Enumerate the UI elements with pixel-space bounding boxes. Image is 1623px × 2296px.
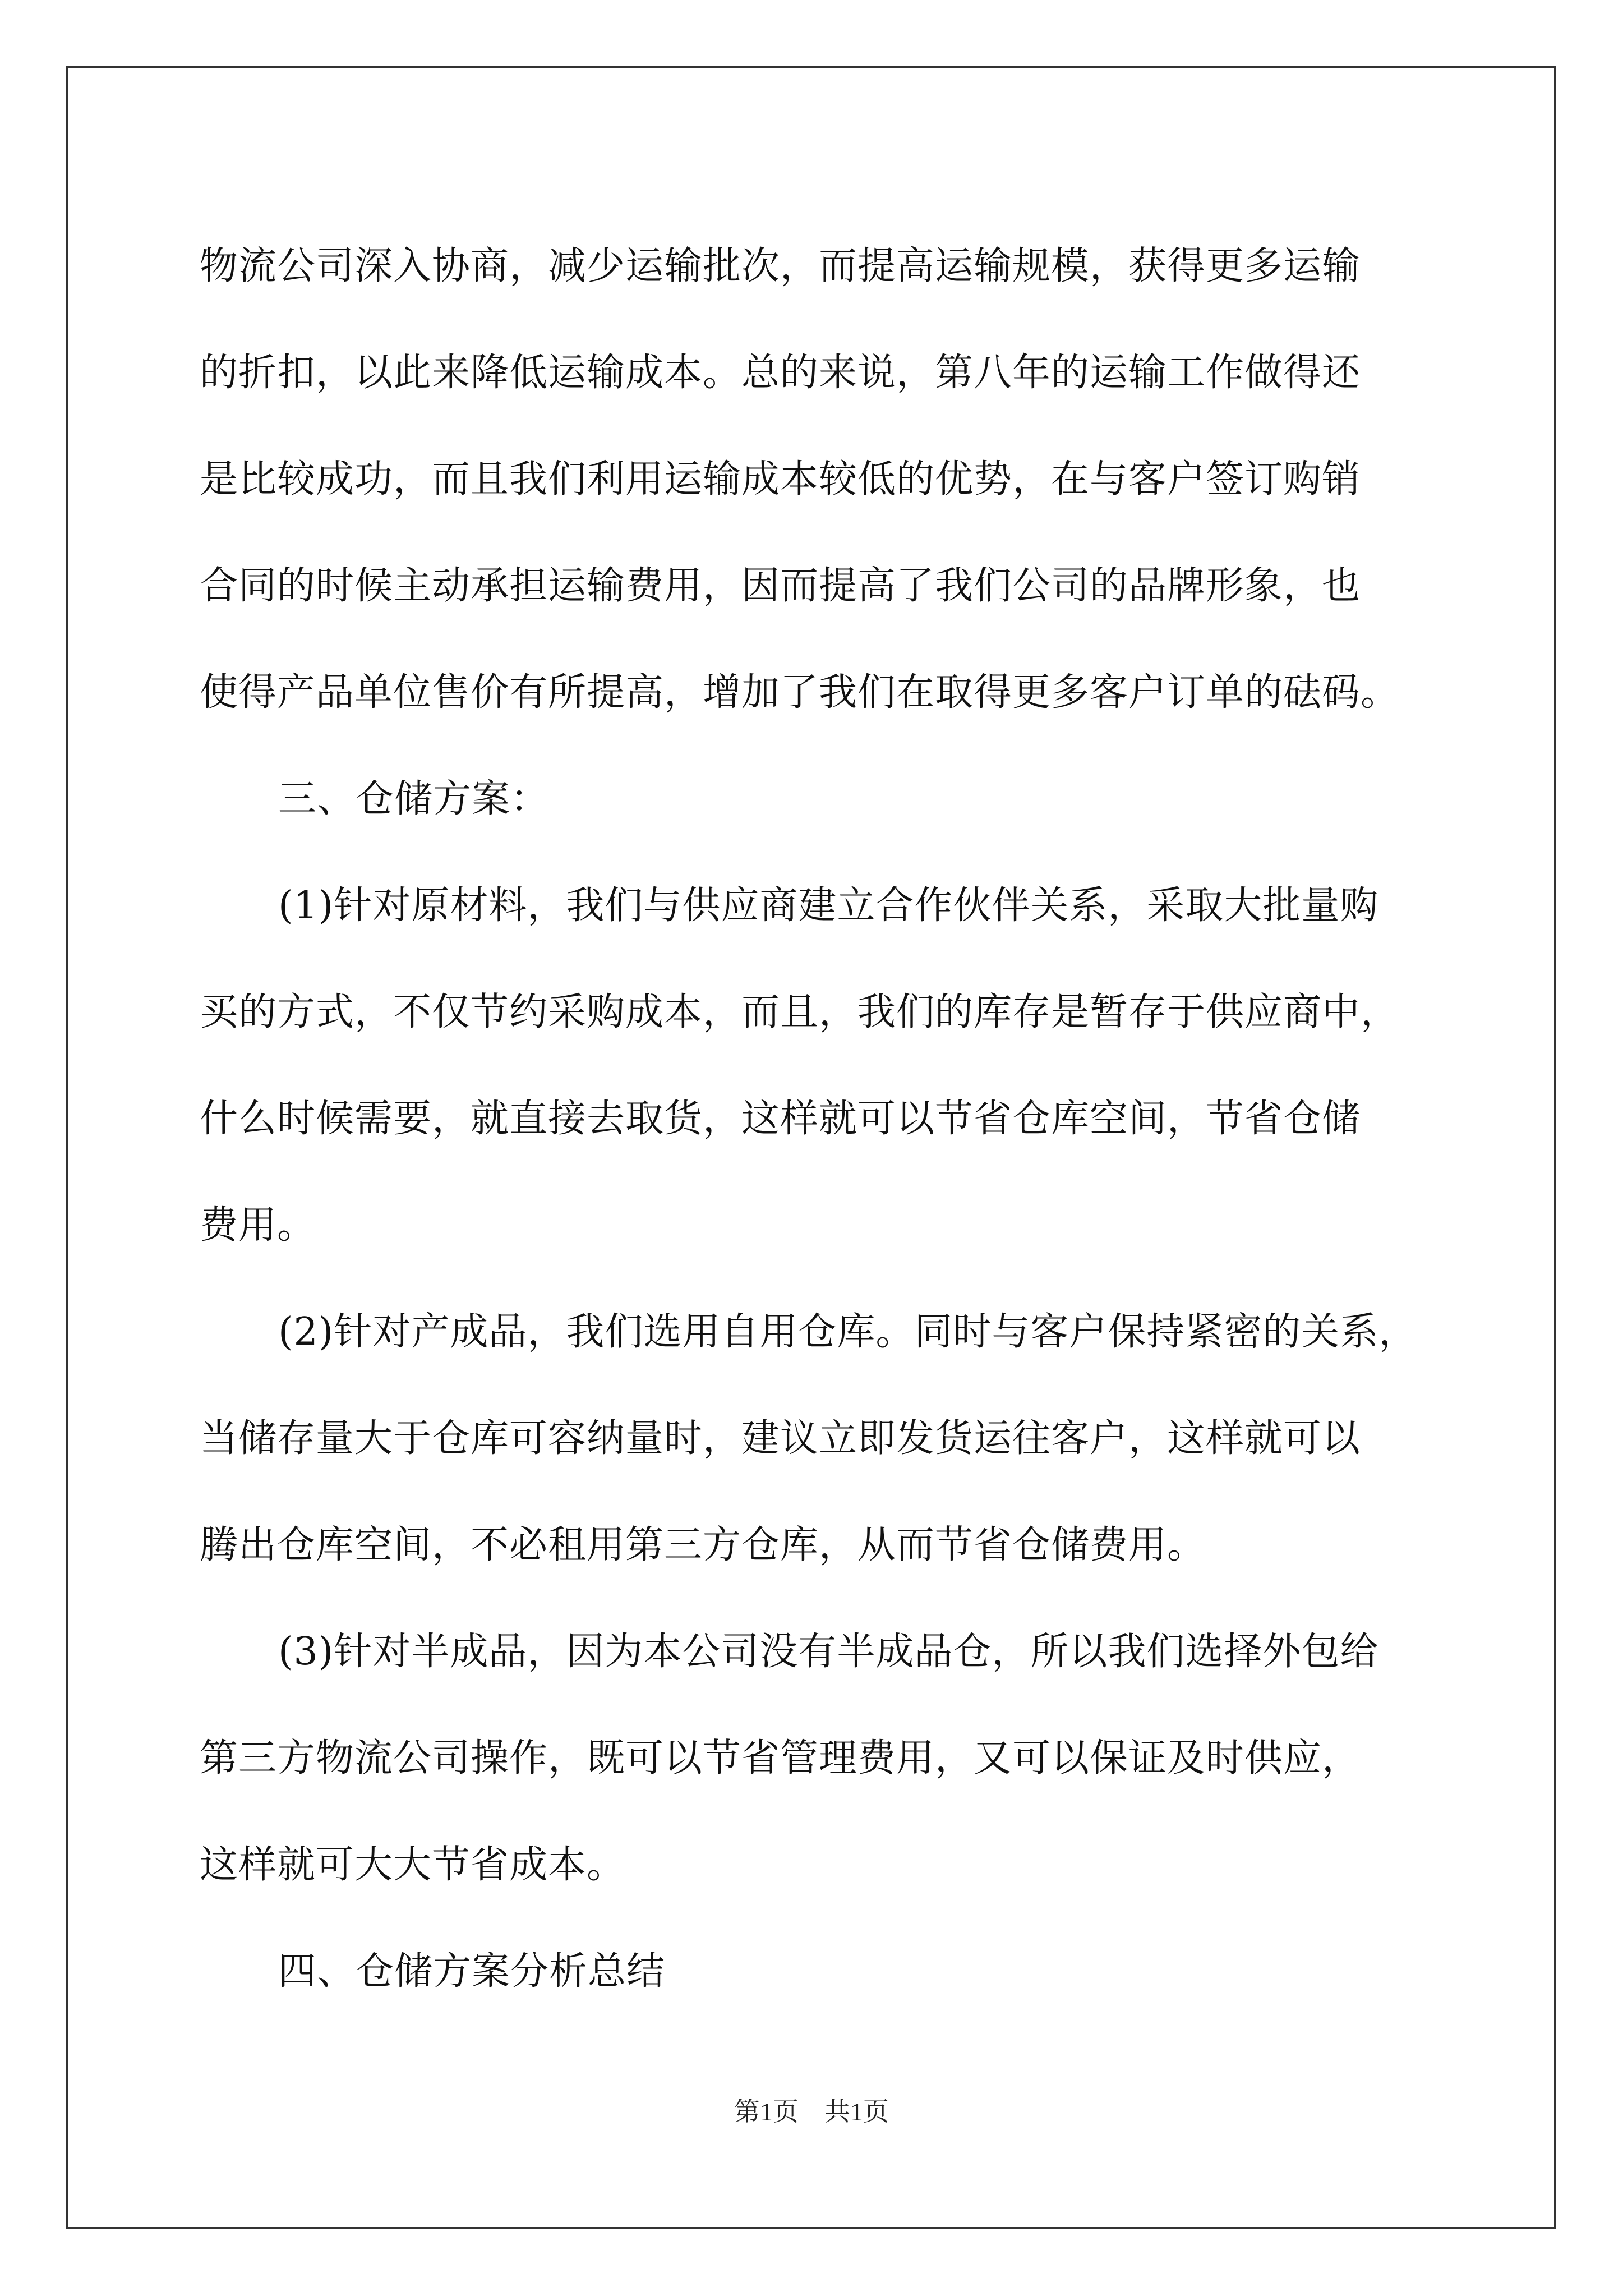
- text-line: 是比较成功，而且我们利用运输成本较低的优势，在与客户签订购销: [200, 457, 1361, 501]
- page-number-total: 共1页: [824, 2097, 889, 2126]
- text-line: 第三方物流公司操作，既可以节省管理费用，又可以保证及时供应，: [200, 1736, 1361, 1780]
- page-footer: [0, 2091, 1623, 2128]
- text-line: 合同的时候主动承担运输费用，因而提高了我们公司的品牌形象，也: [200, 564, 1361, 608]
- text-line: 这样就可大大节省成本。: [200, 1843, 626, 1887]
- paragraph-start: (1)针对原材料，我们与供应商建立合作伙伴关系，采取大批量购: [278, 884, 1379, 928]
- page-number-current: 第1页: [734, 2097, 799, 2126]
- document-body: [200, 213, 1433, 2025]
- text-line: 物流公司深入协商，减少运输批次，而提高运输规模，获得更多运输: [200, 244, 1361, 288]
- text-line: 的折扣，以此来降低运输成本。总的来说，第八年的运输工作做得还: [200, 351, 1361, 395]
- text-line: 什么时候需要，就直接去取货，这样就可以节省仓库空间，节省仓储: [200, 1097, 1361, 1141]
- text-line: 使得产品单位售价有所提高，增加了我们在取得更多客户订单的砝码。: [200, 670, 1400, 715]
- paragraph-start: (2)针对产成品，我们选用自用仓库。同时与客户保持紧密的关系，: [278, 1310, 1418, 1354]
- text-line: 腾出仓库空间，不必租用第三方仓库，从而节省仓储费用。: [200, 1523, 1206, 1567]
- section-heading: 三、仓储方案：: [278, 777, 550, 821]
- text-line: 当储存量大于仓库可容纳量时，建议立即发货运往客户，这样就可以: [200, 1416, 1361, 1461]
- text-line: 买的方式，不仅节约采购成本，而且，我们的库存是暂存于供应商中，: [200, 990, 1400, 1034]
- section-heading: 四、仓储方案分析总结: [278, 1949, 666, 1994]
- paragraph-start: (3)针对半成品，因为本公司没有半成品仓，所以我们选择外包给: [278, 1630, 1379, 1674]
- text-line: 费用。: [200, 1203, 316, 1248]
